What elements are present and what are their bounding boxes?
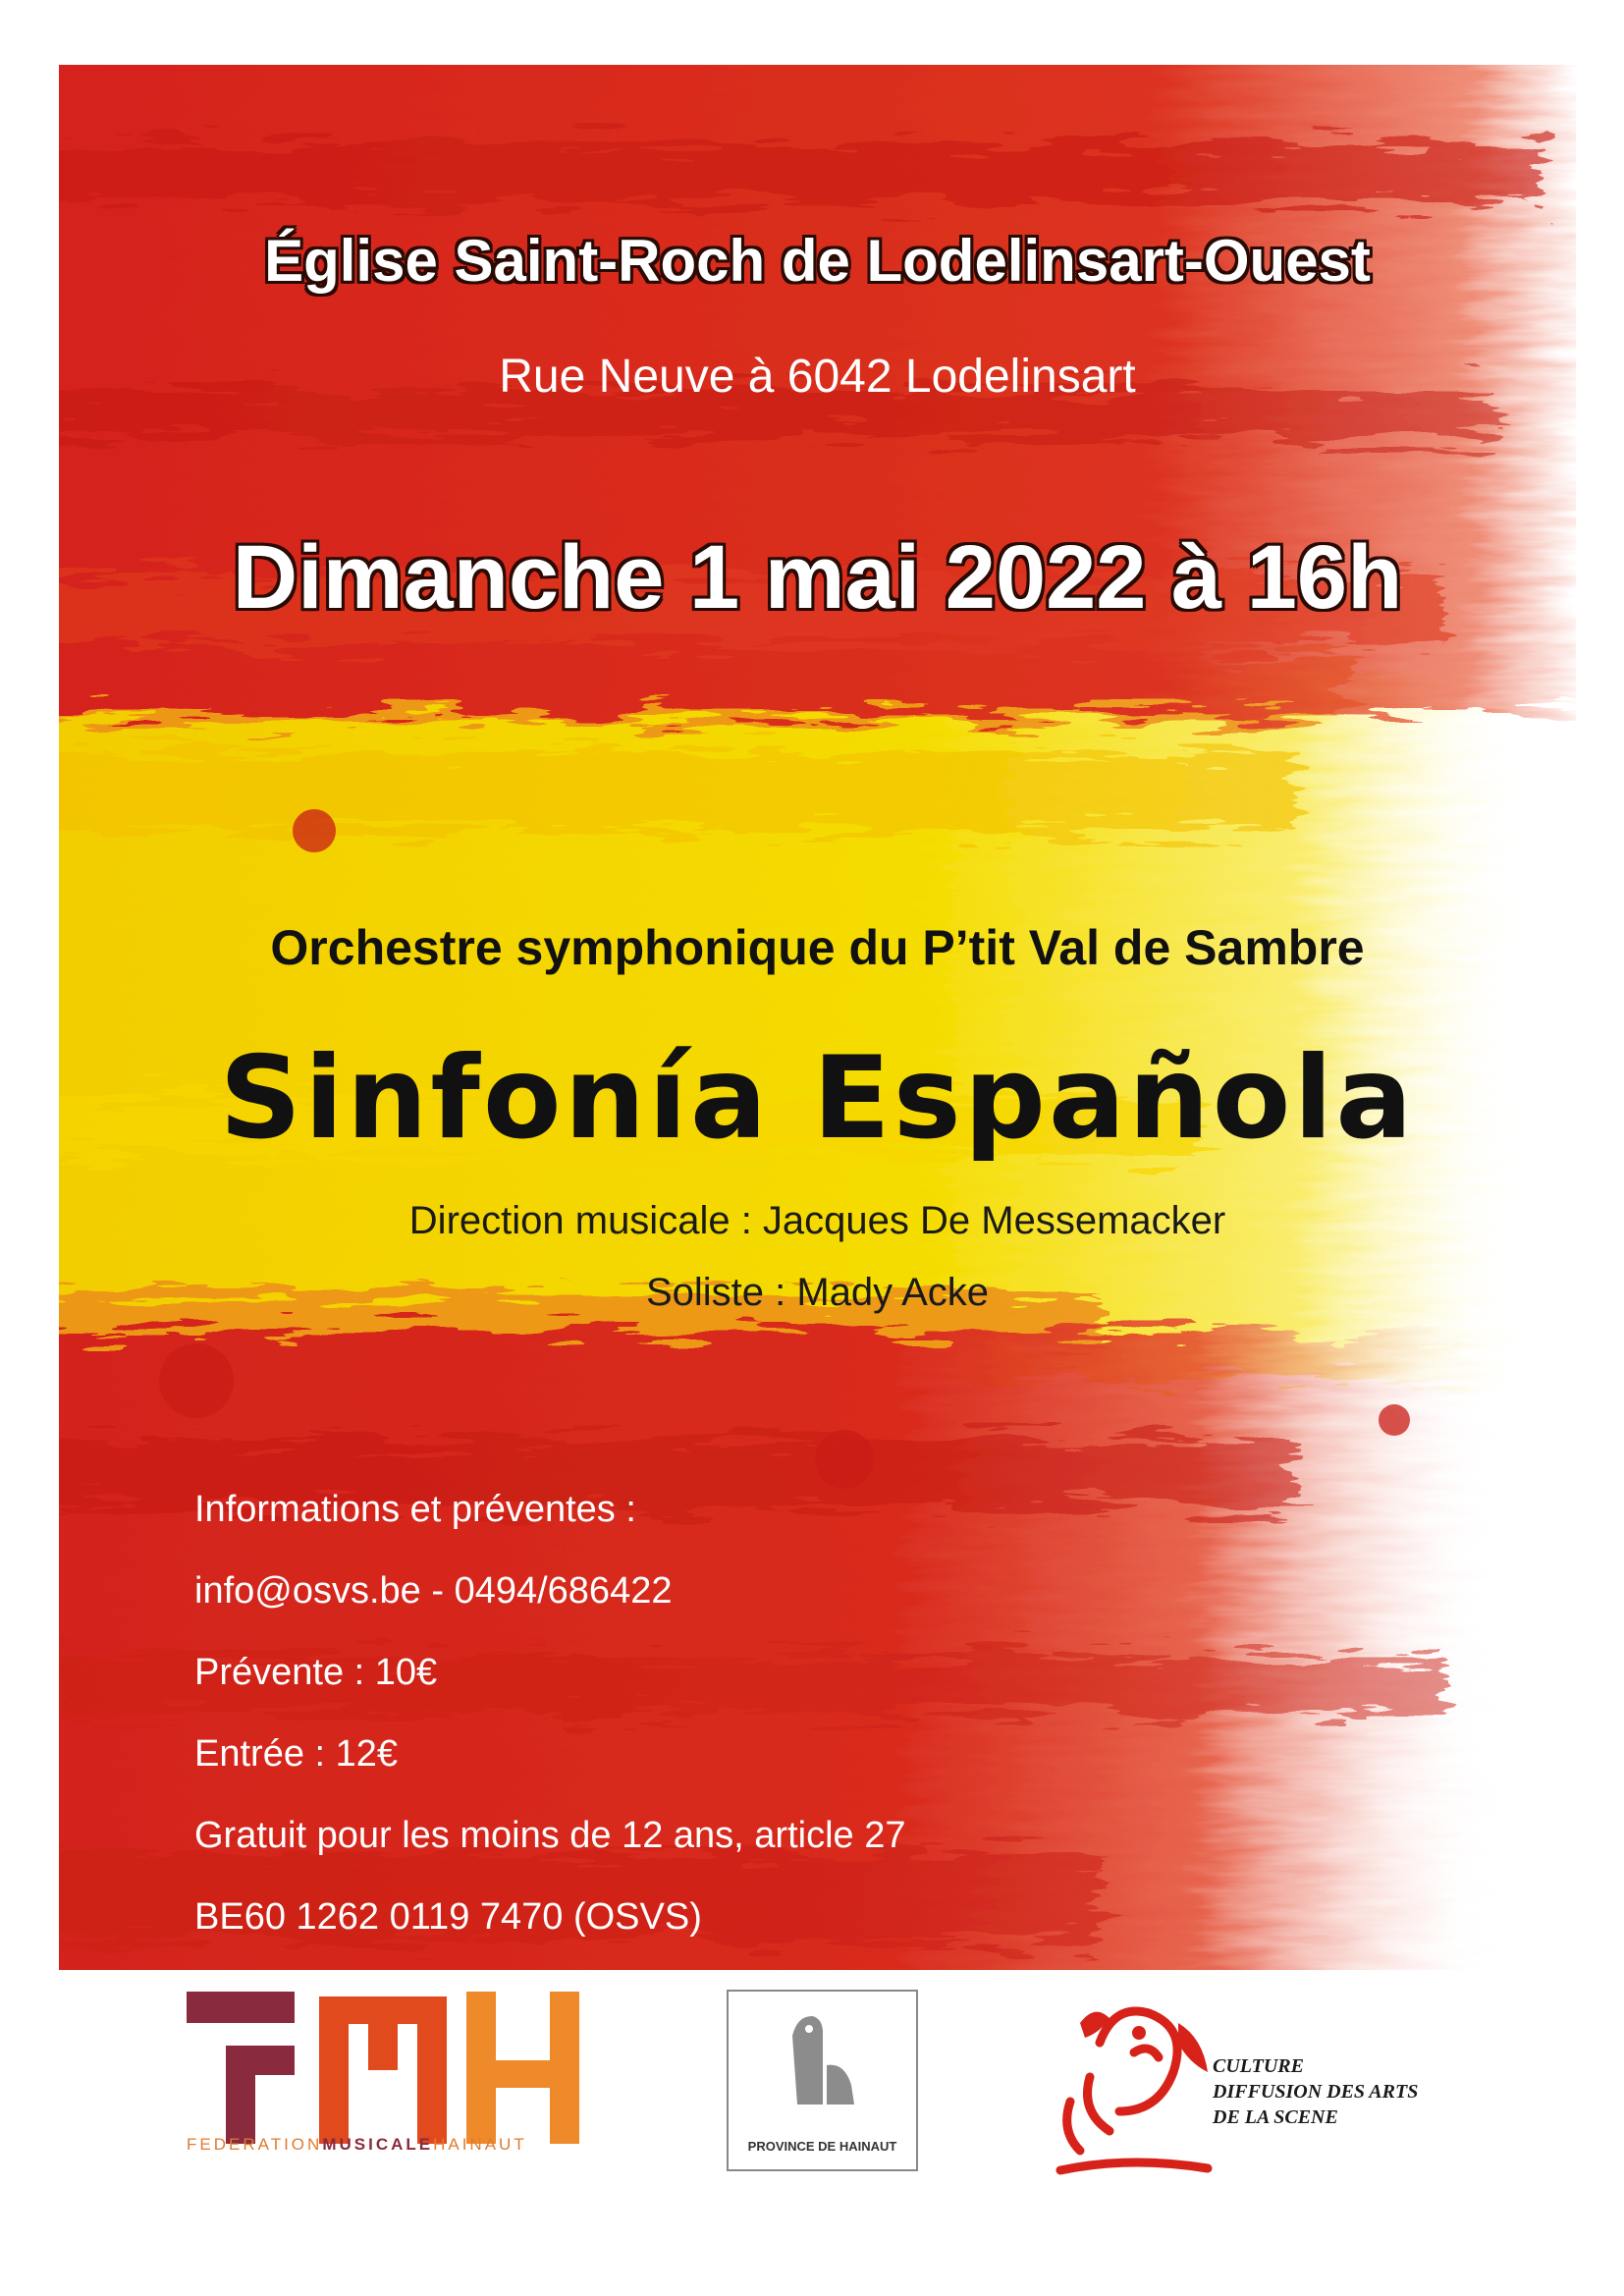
concert-title: Sinfonía Española <box>219 1032 1416 1165</box>
entry-price: Entrée : 12€ <box>194 1733 399 1775</box>
free-entry-note: Gratuit pour les moins de 12 ans, article 27 <box>194 1815 906 1856</box>
presale-price: Prévente : 10€ <box>194 1652 438 1693</box>
church-name: Église Saint-Roch de Lodelinsart-Ouest <box>264 228 1371 294</box>
province-bird-icon <box>729 1992 916 2129</box>
soloist: Soliste : Mady Acke <box>645 1271 990 1314</box>
province-caption: PROVINCE DE HAINAUT <box>747 2139 897 2154</box>
church-address: Rue Neuve à 6042 Lodelinsart <box>499 351 1136 403</box>
info-block <box>194 1469 906 1958</box>
musical-direction: Direction musicale : Jacques De Messemacker <box>408 1199 1226 1242</box>
fmh-logo <box>187 1992 579 2159</box>
fmh-caption: FEDERATIONMUSICALEHAINAUT <box>187 2135 527 2154</box>
orchestra-name: Orchestre symphonique du P’tit Val de Sambre <box>270 920 1365 975</box>
contact-line: info@osvs.be - 0494/686422 <box>194 1570 673 1612</box>
province-de-hainaut-logo <box>727 1990 918 2171</box>
rooster-icon <box>1041 1984 1218 2180</box>
bank-account: BE60 1262 0119 7470 (OSVS) <box>194 1896 702 1938</box>
poster <box>59 65 1576 1970</box>
culture-caption: CULTURE DIFFUSION DES ARTS DE LA SCENE <box>1213 2055 1419 2128</box>
sponsor-logos <box>0 1970 1624 2296</box>
concert-date: Dimanche 1 mai 2022 à 16h <box>232 527 1403 628</box>
info-heading: Informations et préventes : <box>194 1489 636 1530</box>
